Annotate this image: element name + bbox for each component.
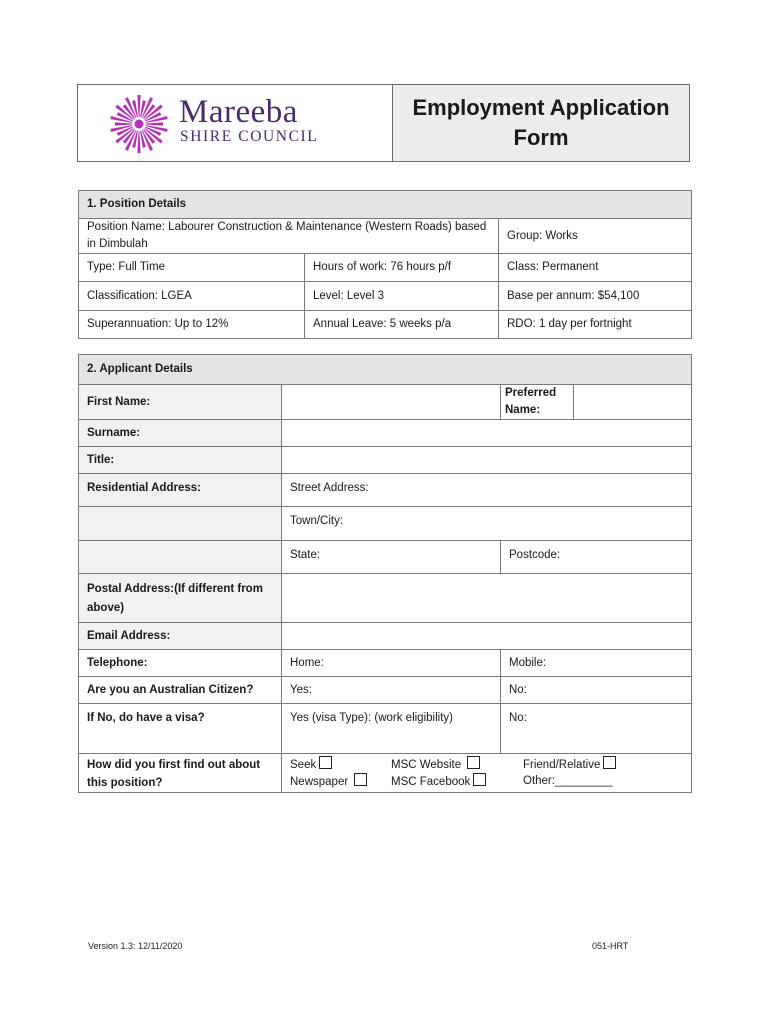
- option-msc-facebook[interactable]: [391, 773, 486, 791]
- option-seek[interactable]: [290, 756, 332, 774]
- class: Class: Permanent: [499, 254, 692, 282]
- seek-checkbox[interactable]: [319, 756, 332, 769]
- title-label: Title:: [79, 447, 282, 474]
- option-newspaper-label: Newspaper: [290, 776, 349, 788]
- surname-input[interactable]: [282, 420, 692, 447]
- level: Level: Level 3: [305, 282, 499, 311]
- town-city-field[interactable]: Town/City:: [282, 507, 692, 541]
- visa-question: If No, do have a visa?: [79, 704, 282, 754]
- option-friend-label: Friend/Relative: [523, 759, 601, 771]
- title-cell: [393, 85, 689, 161]
- form-title: [401, 93, 681, 153]
- superannuation: Superannuation: Up to 12%: [79, 311, 305, 339]
- form-title-line1: Employment Application: [412, 95, 670, 120]
- msc-facebook-checkbox[interactable]: [473, 773, 486, 786]
- postal-address-input[interactable]: [282, 574, 692, 623]
- postcode-field[interactable]: Postcode:: [501, 541, 692, 574]
- option-newspaper[interactable]: [290, 773, 367, 791]
- document-code-footer: 051-HRT: [592, 941, 629, 951]
- msc-website-checkbox[interactable]: [467, 756, 480, 769]
- preferred-name-input[interactable]: [574, 385, 692, 420]
- residential-address-label: Residential Address:: [79, 474, 282, 507]
- annual-leave: Annual Leave: 5 weeks p/a: [305, 311, 499, 339]
- first-name-label: First Name:: [79, 385, 282, 420]
- option-msc-website-label: MSC Website: [391, 759, 462, 771]
- postal-address-label: Postal Address:(If different from above): [79, 574, 282, 623]
- newspaper-checkbox[interactable]: [354, 773, 367, 786]
- logo: [78, 85, 393, 161]
- visa-yes-field[interactable]: Yes (visa Type): (work eligibility): [282, 704, 501, 754]
- citizen-question: Are you an Australian Citizen?: [79, 677, 282, 704]
- position-name: Position Name: Labourer Construction & Maintenance (Western Roads) based in Dimbulah: [79, 219, 499, 254]
- base-salary: Base per annum: $54,100: [499, 282, 692, 311]
- position-details-table: [78, 190, 692, 339]
- state-field[interactable]: State:: [282, 541, 501, 574]
- section-heading-position: 1. Position Details: [79, 191, 692, 219]
- option-seek-label: Seek: [290, 759, 317, 771]
- email-input[interactable]: [282, 623, 692, 650]
- email-label: Email Address:: [79, 623, 282, 650]
- title-input[interactable]: [282, 447, 692, 474]
- preferred-name-label: Preferred Name:: [501, 385, 574, 420]
- option-msc-facebook-label: MSC Facebook: [391, 776, 471, 788]
- how-found-options: [282, 754, 692, 793]
- residential-address-spacer: [79, 507, 282, 541]
- mobile-phone-field[interactable]: Mobile:: [501, 650, 692, 677]
- logo-subtitle: SHIRE COUNCIL: [180, 128, 319, 145]
- rdo: RDO: 1 day per fortnight: [499, 311, 692, 339]
- hours-of-work: Hours of work: 76 hours p/f: [305, 254, 499, 282]
- employment-type: Type: Full Time: [79, 254, 305, 282]
- version-footer: Version 1.3: 12/11/2020: [88, 941, 183, 951]
- form-title-line2: Form: [513, 125, 569, 150]
- classification: Classification: LGEA: [79, 282, 305, 311]
- logo-name: Mareeba: [179, 94, 298, 130]
- citizen-no-field[interactable]: No:: [501, 677, 692, 704]
- how-found-question: How did you first find out about this position?: [79, 754, 282, 793]
- option-other-label: Other:_________: [523, 775, 613, 787]
- option-other[interactable]: [523, 773, 613, 790]
- option-friend-relative[interactable]: [523, 756, 616, 774]
- street-address-field[interactable]: Street Address:: [282, 474, 692, 507]
- section-heading-applicant: 2. Applicant Details: [79, 355, 692, 385]
- applicant-details-table: [78, 354, 692, 793]
- friend-relative-checkbox[interactable]: [603, 756, 616, 769]
- telephone-label: Telephone:: [79, 650, 282, 677]
- citizen-yes-field[interactable]: Yes:: [282, 677, 501, 704]
- visa-no-field[interactable]: No:: [501, 704, 692, 754]
- surname-label: Surname:: [79, 420, 282, 447]
- home-phone-field[interactable]: Home:: [282, 650, 501, 677]
- residential-address-spacer: [79, 541, 282, 574]
- option-msc-website[interactable]: [391, 756, 480, 774]
- group: Group: Works: [499, 219, 692, 254]
- form-header: [77, 84, 690, 162]
- flower-logo-icon: [108, 93, 170, 155]
- first-name-input[interactable]: [282, 385, 501, 420]
